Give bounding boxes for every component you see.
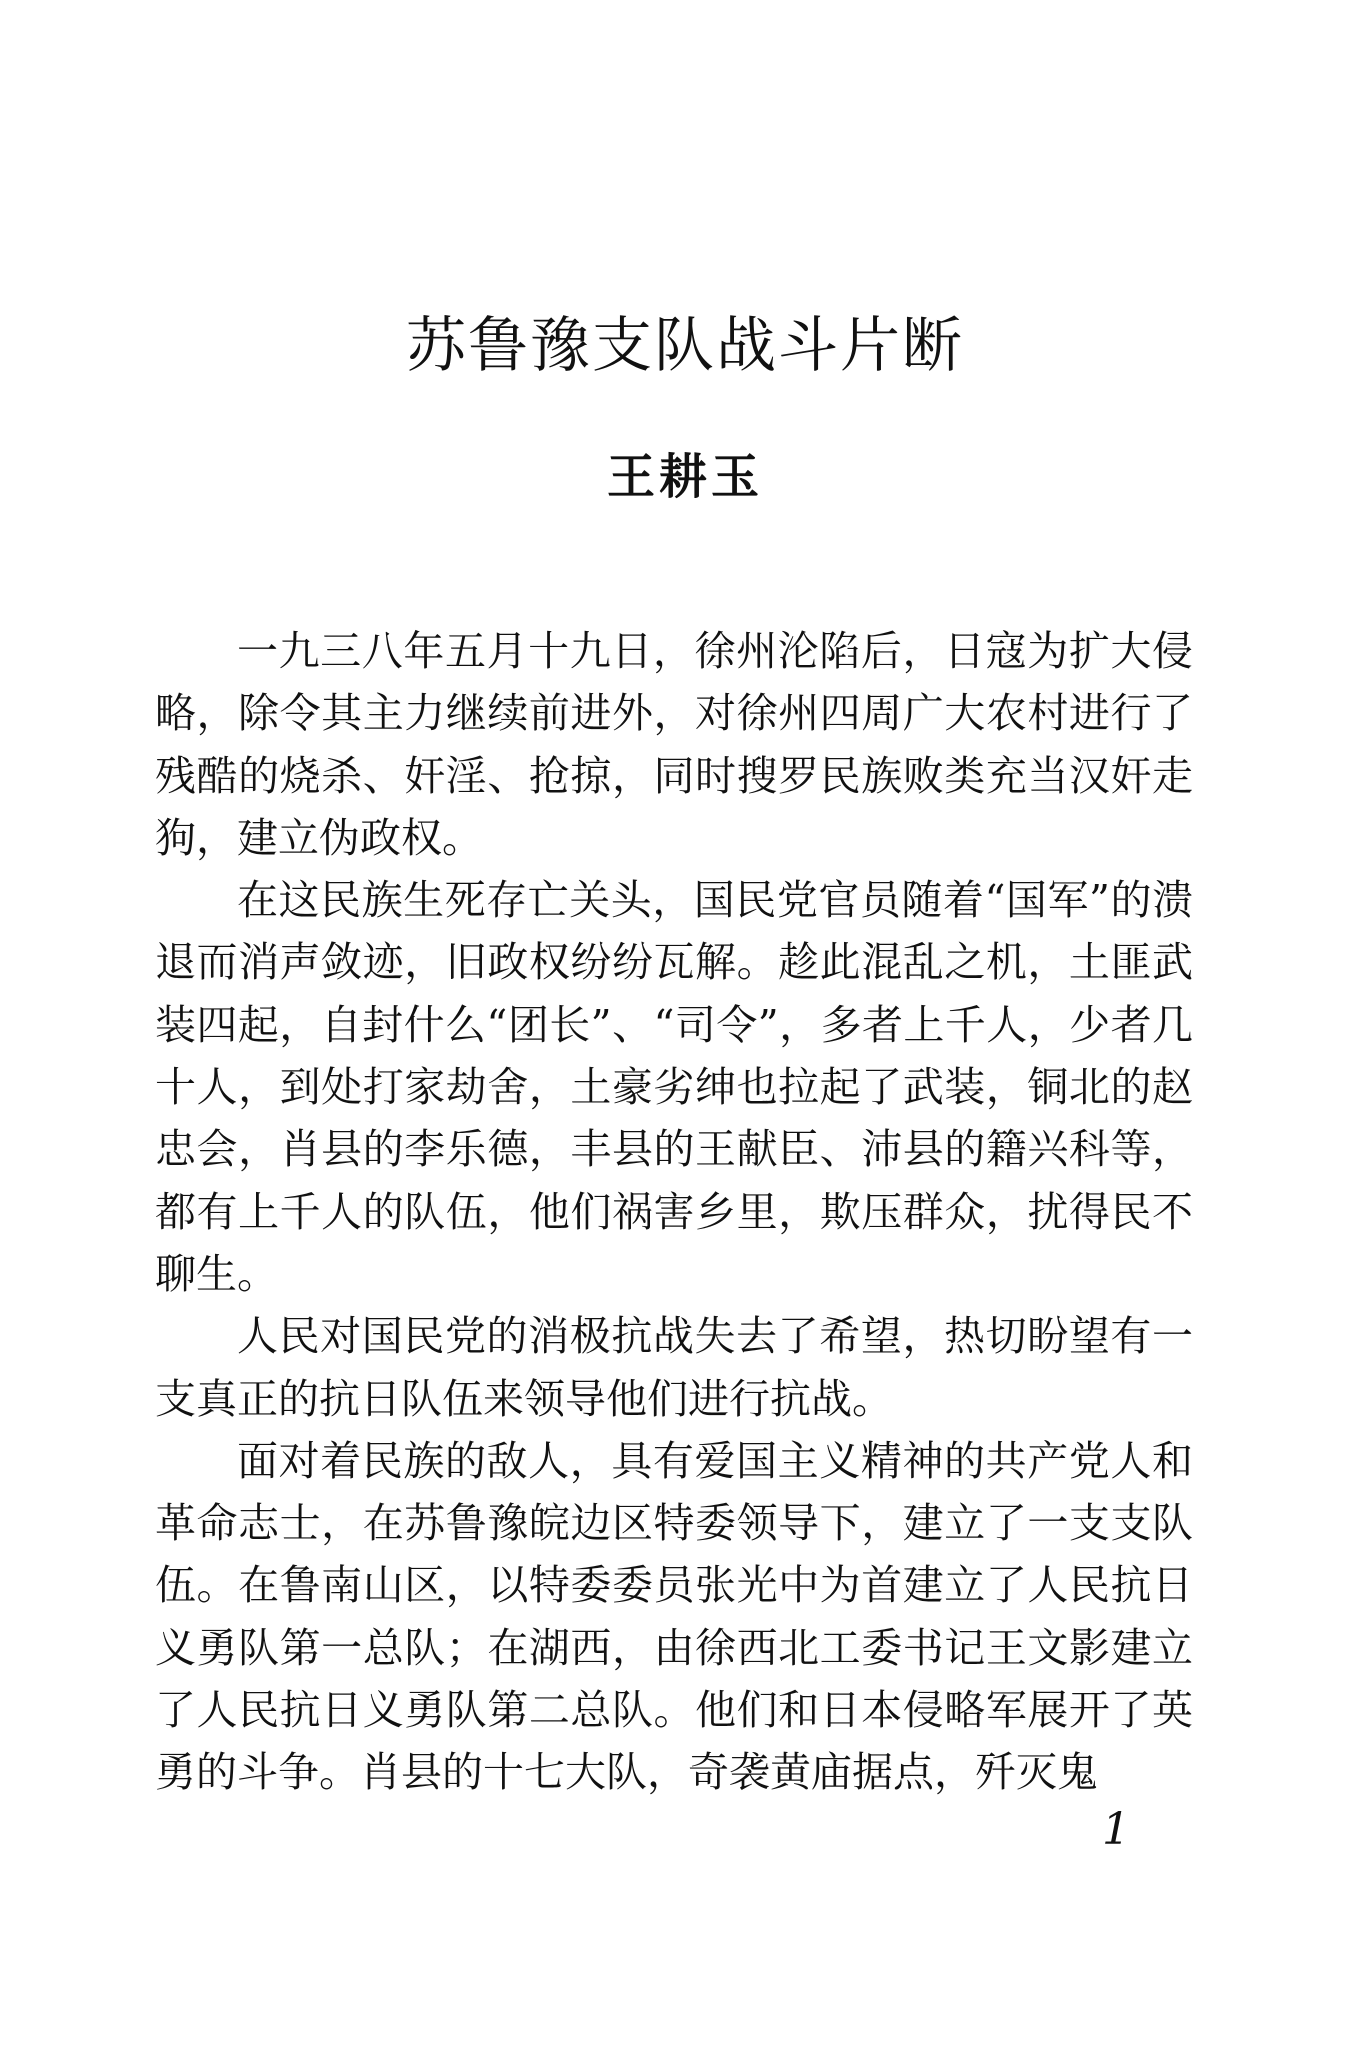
paragraph-1: 一九三八年五月十九日，徐州沦陷后，日寇为扩大侵略，除令其主力继续前进外，对徐州四周广大农村进行了残酷的烧杀、奸淫、抢掠，同时搜罗民族败类充当汉奸走狗，建立伪政权。 [155,627,1193,862]
article-title: 苏鲁豫支队战斗片断 [406,311,964,381]
paragraph-3: 人民对国民党的消极抗战失去了希望，热切盼望有一支真正的抗日队伍来领导他们进行抗战。 [155,1312,1193,1423]
author-name: 王耕玉 [606,449,763,505]
article-body [155,620,1193,1804]
page-number: 1 [1102,1804,1130,1855]
paragraph-4: 面对着民族的敌人，具有爱国主义精神的共产党人和革命志士，在苏鲁豫皖边区特委领导下，建立了一支支队伍。在鲁南山区，以特委委员张光中为首建立了人民抗日义勇队第一总队；在湖西，由徐西北工委书记王文影建立了人民抗日义勇队第二总队。他们和日本侵略军展开了英勇的斗争。肖县的十七大队，奇袭黄庙据点，歼灭鬼 [155,1436,1193,1797]
paragraph-2: 在这民族生死存亡关头，国民党官员随着“国军”的溃退而消声敛迹，旧政权纷纷瓦解。趁此混乱之机，土匪武装四起，自封什么“团长”、“司令”，多者上千人，少者几十人，到处打家劫舍，土豪劣绅也拉起了武装，铜北的赵忠会，肖县的李乐德，丰县的王献臣、沛县的籍兴科等，都有上千人的队伍，他们祸害乡里，欺压群众，扰得民不聊生。 [155,876,1193,1298]
